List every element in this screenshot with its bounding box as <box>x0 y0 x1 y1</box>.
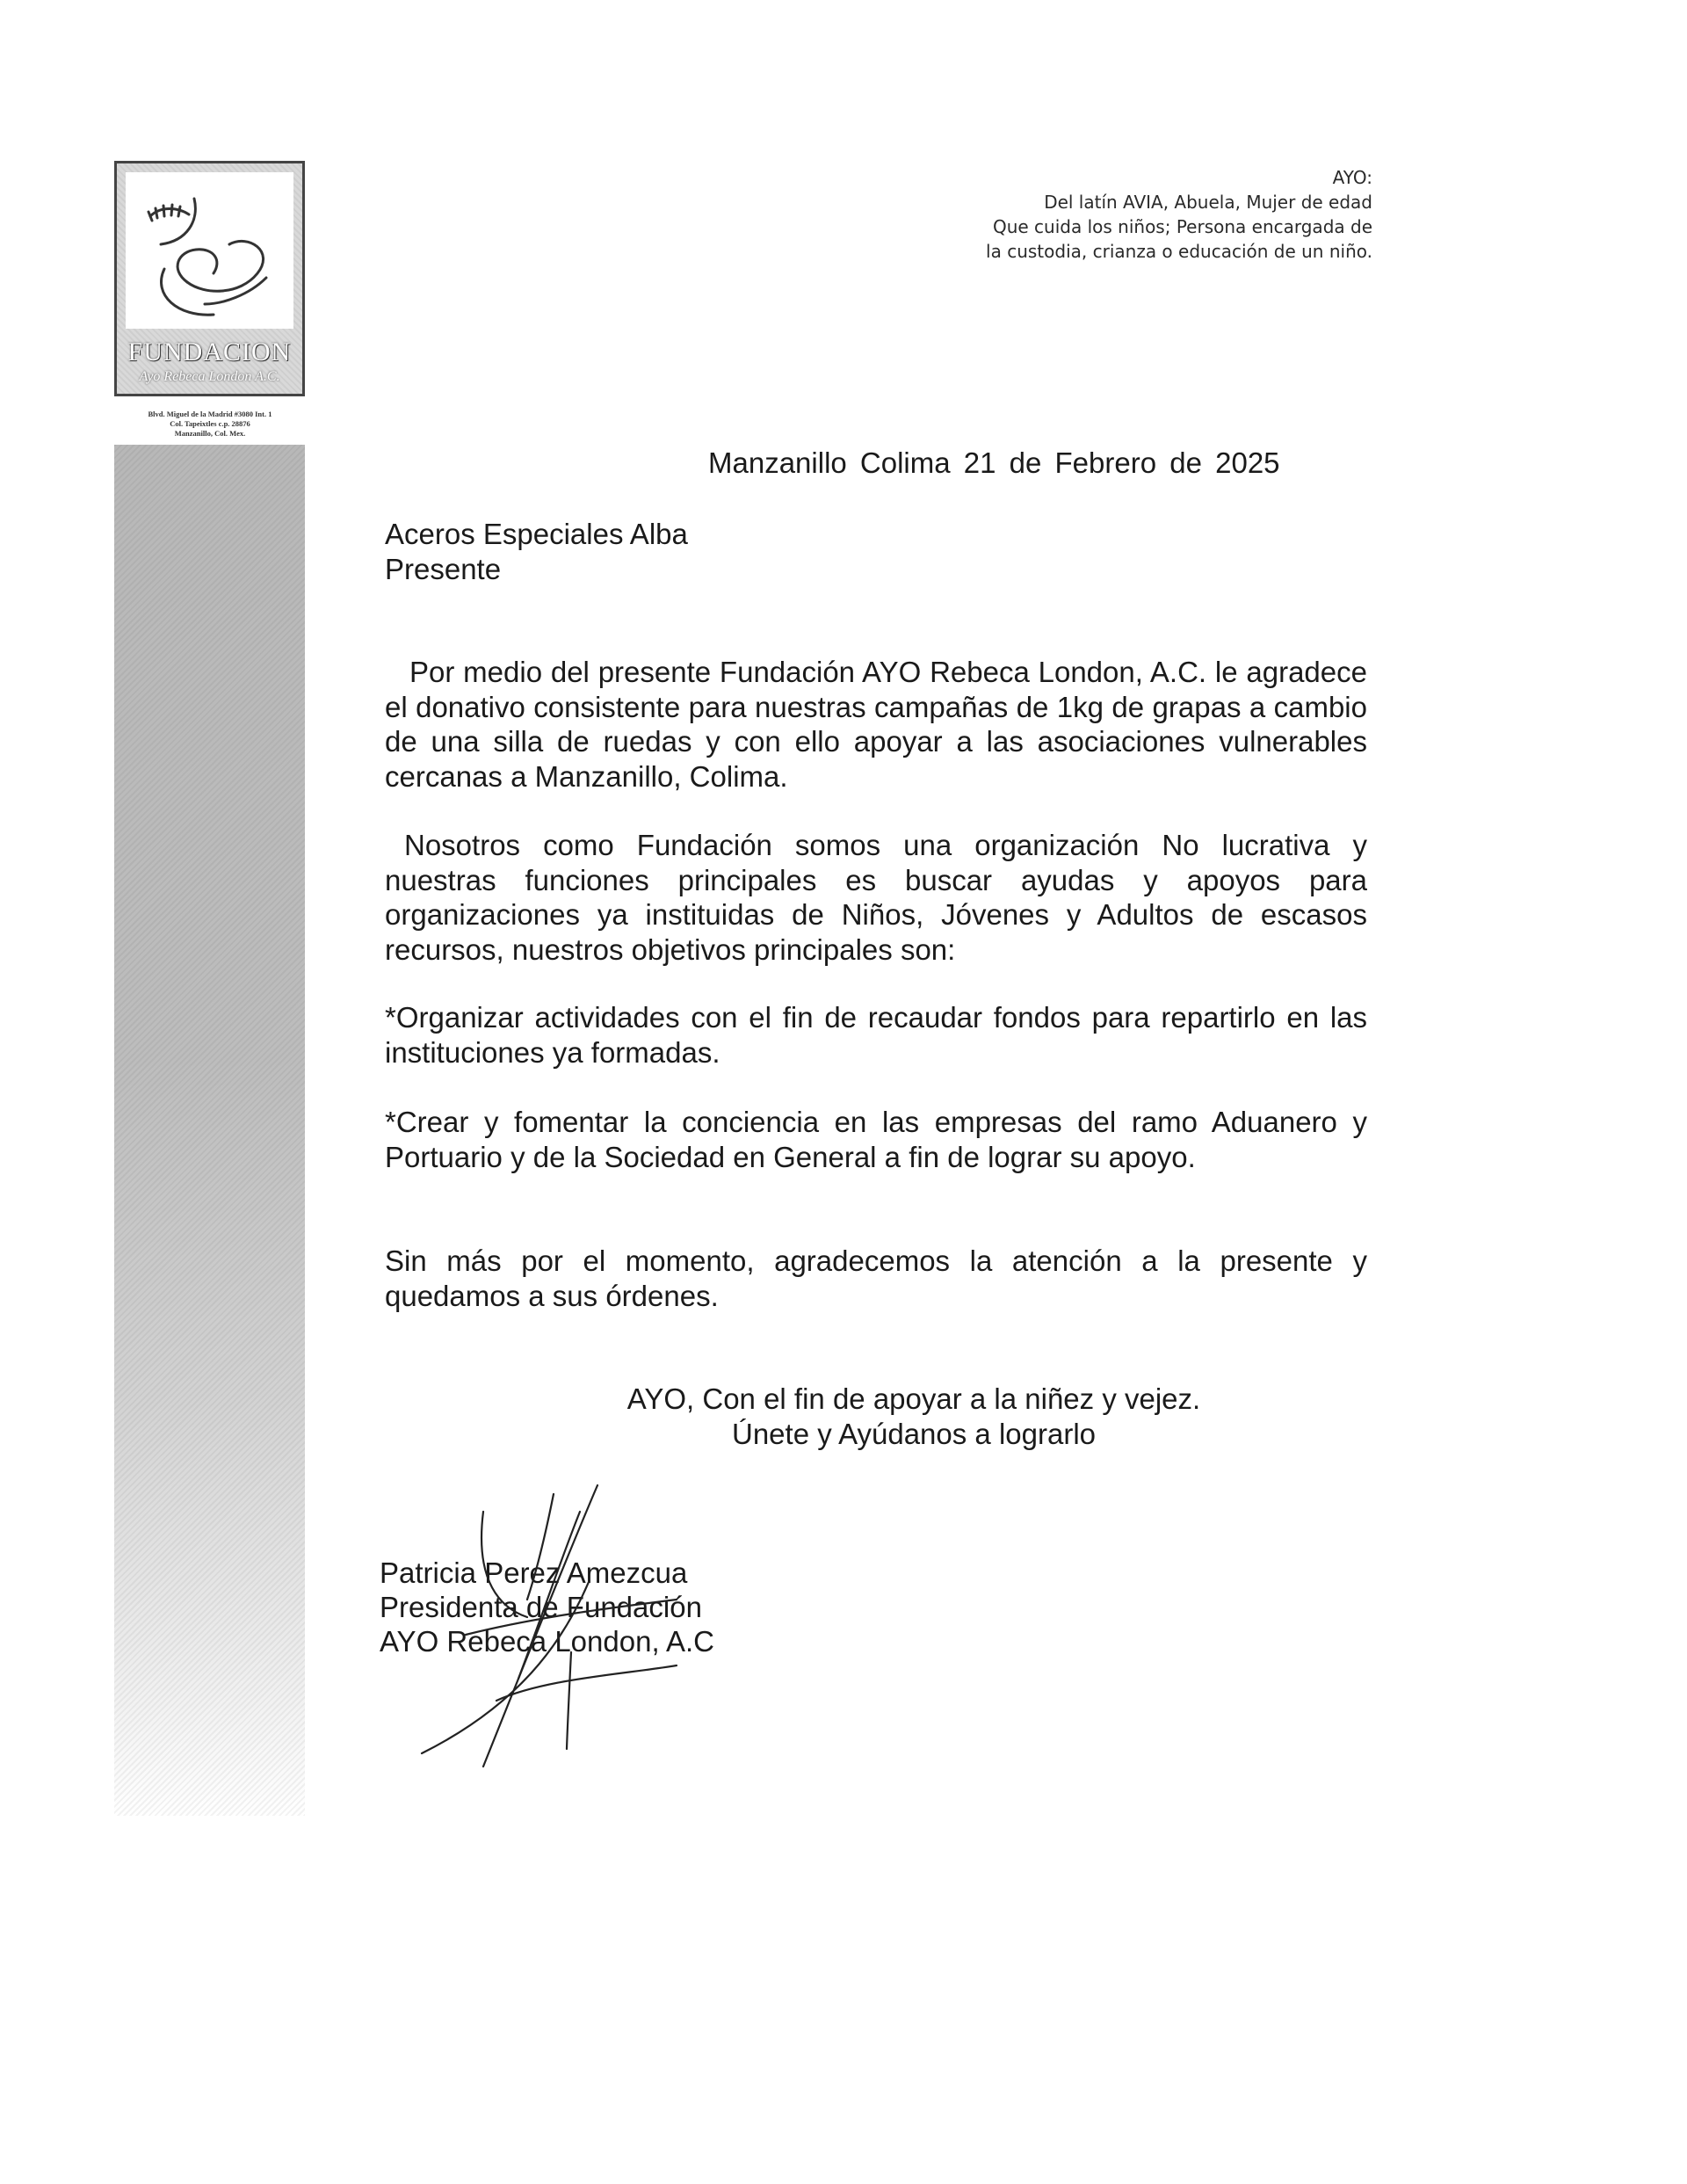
foundation-address <box>112 410 308 439</box>
logo-subtitle: Ayo Rebeca London A.C. <box>139 369 280 384</box>
foundation-logo <box>114 161 305 396</box>
definition-line: Del latín AVIA, Abuela, Mujer de edad <box>1044 192 1372 213</box>
body-paragraph-objective-1: *Organizar actividades con el fin de recaudar fondos para repartirlo en las instituciones ya formadas. <box>385 1001 1367 1069</box>
decorative-sidebar-bar <box>114 445 305 1816</box>
body-paragraph-farewell: Sin más por el momento, agradecemos la atención a la presente y quedamos a sus órdenes. <box>385 1244 1367 1312</box>
body-paragraph-mission: Nosotros como Fundación somos una organización No lucrativa y nuestras funciones principales es buscar ayudas y apoyos para organizaciones ya instituidas de Niños, Jóvenes y Adultos de escasos recursos, nuestros objetivos principales son: <box>385 829 1367 966</box>
logo-title: FUNDACION <box>127 337 292 366</box>
closing-motto <box>527 1382 1300 1452</box>
closing-line: Únete y Ayúdanos a lograrlo <box>732 1418 1096 1450</box>
definition-line: AYO: <box>1332 167 1372 188</box>
signer-org: AYO Rebeca London, A.C <box>380 1625 714 1658</box>
handwritten-signature-icon <box>413 1477 694 1775</box>
grandmother-child-emblem-icon <box>126 172 293 329</box>
logo-emblem <box>126 172 293 329</box>
body-paragraph-objective-2: *Crear y fomentar la conciencia en las empresas del ramo Aduanero y Portuario y de la Sociedad en General a fin de lograr su apoyo. <box>385 1106 1367 1173</box>
letter-date: Manzanillo Colima 21 de Febrero de 2025 <box>708 446 1280 479</box>
recipient-name: Aceros Especiales Alba <box>385 518 688 550</box>
address-line: Col. Tapeixtles c.p. 28876 <box>170 419 250 428</box>
address-line: Manzanillo, Col. Mex. <box>174 429 246 438</box>
body-paragraph-thanks: Por medio del presente Fundación AYO Rebeca London, A.C. le agradece el donativo consistente para nuestras campañas de 1kg de grapas a cambio de una silla de ruedas y con ello apoyar a las asociaciones vulnerables cercanas a Manzanillo, Colima. <box>385 656 1367 793</box>
definition-line: la custodia, crianza o educación de un niño. <box>986 241 1372 262</box>
address-line: Blvd. Miguel de la Madrid #3080 Int. 1 <box>148 410 272 418</box>
ayo-definition <box>828 165 1372 264</box>
recipient-block <box>385 517 688 587</box>
closing-line: AYO, Con el fin de apoyar a la niñez y vejez. <box>626 1382 1201 1415</box>
definition-line: Que cuida los niños; Persona encargada de <box>992 216 1372 237</box>
signer-title: Presidenta de Fundación <box>380 1591 702 1623</box>
recipient-greeting: Presente <box>385 553 502 585</box>
signer-name: Patricia Perez Amezcua <box>380 1556 688 1589</box>
